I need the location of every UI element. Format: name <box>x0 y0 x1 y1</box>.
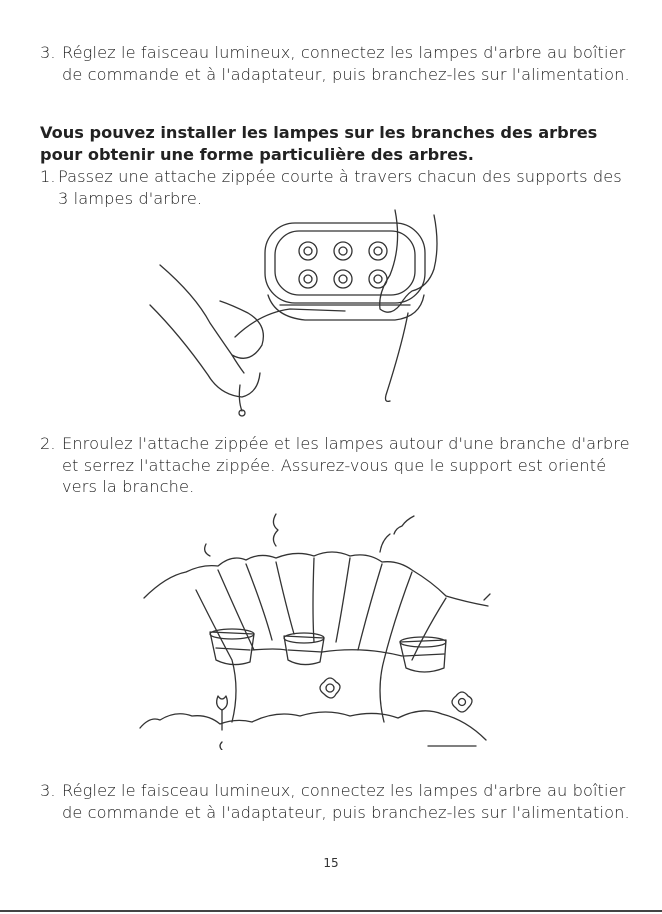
trunk-right <box>380 572 412 722</box>
tulip-icon <box>217 696 228 730</box>
left-hand <box>160 265 263 358</box>
tree-lamp-center <box>284 633 324 665</box>
step-number: 3. <box>40 43 56 62</box>
branch-sprig <box>273 514 278 546</box>
lamp-zip-tie-illustration <box>140 205 450 420</box>
trunk-left <box>196 590 236 722</box>
led-icon <box>369 242 387 260</box>
step-number: 3. <box>40 781 56 800</box>
tree-lamps-illustration <box>136 510 496 750</box>
led-icon <box>334 270 352 288</box>
tree-lamp-right <box>400 637 446 672</box>
led-icon <box>299 270 317 288</box>
flower-icon <box>452 692 472 712</box>
lamp-bracket <box>268 295 424 320</box>
step-3-top <box>40 42 630 85</box>
step-text: Enroulez l'attache zippée et les lampes autour d'une branche d'arbre et serrez l'attache zippée. Assurez-vous que le support est orienté vers la branche. <box>62 434 630 496</box>
step-number: 2. <box>40 434 56 453</box>
zip-tie <box>235 309 345 337</box>
cable <box>386 313 409 401</box>
step-number: 1. <box>40 167 56 186</box>
step-text: Réglez le faisceau lumineux, connectez les lampes d'arbre au boîtier de commande et à l'adaptateur, puis branchez-les sur l'alimentation. <box>62 781 630 822</box>
step-text: Réglez le faisceau lumineux, connectez les lampes d'arbre au boîtier de commande et à l'adaptateur, puis branchez-les sur l'alimentation. <box>62 43 630 84</box>
step-text: Passez une attache zippée courte à travers chacun des supports des 3 lampes d'arbre. <box>58 167 622 208</box>
led-icon <box>334 242 352 260</box>
lamp-body <box>265 223 425 303</box>
canopy <box>144 552 488 606</box>
grass <box>140 711 486 740</box>
step-2 <box>40 433 630 498</box>
page-bottom-rule <box>0 910 662 912</box>
step-1 <box>40 166 630 209</box>
page-number: 15 <box>323 856 339 870</box>
installation-note: Vous pouvez installer les lampes sur les branches des arbres pour obtenir une forme particulière des arbres. <box>40 123 598 164</box>
step-3-bottom <box>40 780 630 823</box>
flower-icon <box>320 678 340 698</box>
lamp-cable <box>252 649 402 656</box>
led-icon <box>299 242 317 260</box>
